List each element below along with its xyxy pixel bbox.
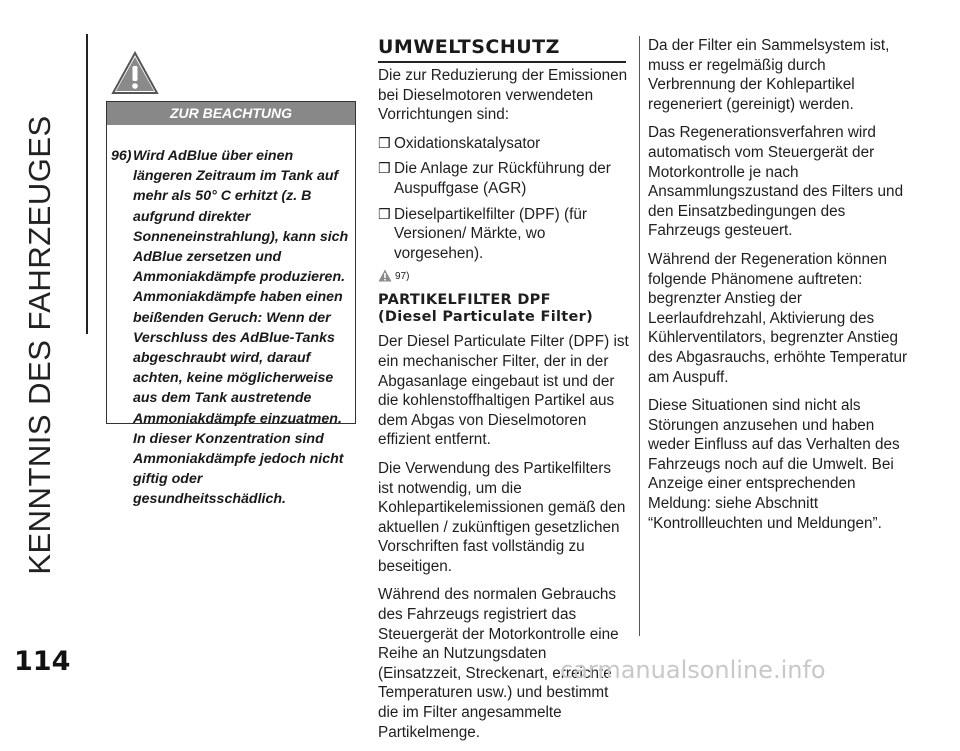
- list-item: [378, 159, 630, 198]
- list-item-text: Oxidationskatalysator: [394, 134, 541, 152]
- paragraph: Der Diesel Particulate Filter (DPF) ist ein mechanischer Filter, der in der Abgasanlage eingebaut ist und der die kohlenstoffhaltigen Partikel aus dem Abgas von Dieselmotoren effizient entfernt.: [378, 333, 629, 449]
- warning-box: [106, 101, 356, 508]
- watermark: carmanualsonline.info: [560, 656, 826, 684]
- content-column-1: [378, 66, 630, 751]
- warning-triangle-icon: [110, 50, 160, 96]
- reference-number: 97): [395, 271, 410, 283]
- warning-triangle-icon: [378, 269, 392, 282]
- subsection-heading: [378, 292, 630, 326]
- page-number: 114: [14, 646, 71, 677]
- paragraph: Da der Filter ein Sammelsystem ist, muss er regelmäßig durch Verbrennung der Kohlepartikel regeneriert (gereinigt) werden.: [648, 37, 890, 113]
- warning-reference: [378, 269, 630, 282]
- checkbox-bullet-icon: ❒: [378, 134, 391, 151]
- list-item-text: Die Anlage zur Rückführung der Auspuffgase (AGR): [394, 160, 611, 197]
- list-item-text: Dieselpartikelfilter (DPF) (für Versionen/ Märkte, wo vorgesehen).: [394, 205, 587, 262]
- paragraph: Diese Situationen sind nicht als Störungen anzusehen und haben weder Einfluss auf das Verhalten des Fahrzeugs noch auf die Umwelt. Bei Anzeige einer entsprechenden Meldung: siehe Abschnitt “Kontrollleuchten und Meldungen”.: [648, 397, 900, 532]
- checkbox-bullet-icon: ❒: [378, 160, 391, 177]
- checkbox-bullet-icon: ❒: [378, 205, 391, 222]
- warning-header: ZUR BEACHTUNG: [107, 102, 355, 125]
- list-item: [378, 134, 630, 154]
- paragraph: Das Regenerationsverfahren wird automatisch vom Steuergerät der Motorkontrolle je nach Ansammlungszustand des Filters und den Einsatzbedingungen des Fahrzeugs gesteuert.: [648, 124, 904, 240]
- paragraph: Während der Regeneration können folgende Phänomene auftreten: begrenzter Anstieg der Leerlaufdrehzahl, Aktivierung des Kühlerventilators, begrenzter Anstieg des Abgasrauchs, erhöhte Temperatur am Auspuff.: [648, 250, 908, 386]
- warning-text: Wird AdBlue über einen längeren Zeitraum im Tank auf mehr als 50° C erhitzt (z. B aufgrund direkter Sonneneinstrahlung), kann sich AdBlue zersetzen und Ammoniakdämpfe produzieren. Ammoniakdämpfe haben einen beißenden Geruch: Wenn der Verschluss des AdBlue-Tanks abgeschraubt wird, darauf achten, keine möglicherweise aus dem Tank austretende Ammoniakdämpfe einzuatmen. In dieser Konzentration sind Ammoniakdämpfe jedoch nicht giftig oder gesundheitsschädlich.: [133, 148, 349, 508]
- warning-number: 96): [111, 148, 132, 164]
- list-item: [378, 205, 630, 264]
- content-column-2: [648, 36, 912, 542]
- paragraph: Die Verwendung des Partikelfilters ist notwendig, um die Kohlepartikelemissionen gemäß den aktuellen / zukünftigen gesetzlichen Vorschriften fast vollständig zu beseitigen.: [378, 459, 626, 575]
- chapter-title-text: KENNTNIS DES FAHRZEUGES: [22, 115, 57, 575]
- chapter-divider: [86, 34, 88, 334]
- paragraph: Während des normalen Gebrauchs des Fahrzeugs registriert das Steuergerät der Motorkontrolle eine Reihe an Nutzungsdaten (Einsatzzeit, Streckenart, erreichte Temperaturen usw.) und bestimmt die im Filter angesammelte Partikelmenge.: [378, 586, 619, 741]
- subsection-heading-line1: PARTIKELFILTER DPF: [378, 292, 551, 309]
- subsection-heading-line2: (Diesel Particulate Filter): [378, 309, 594, 326]
- section-heading: UMWELTSCHUTZ: [378, 36, 626, 63]
- intro-paragraph: Die zur Reduzierung der Emissionen bei Dieselmotoren verwendeten Vorrichtungen sind:: [378, 67, 628, 124]
- column-divider: [639, 36, 640, 636]
- warning-body: [107, 146, 355, 510]
